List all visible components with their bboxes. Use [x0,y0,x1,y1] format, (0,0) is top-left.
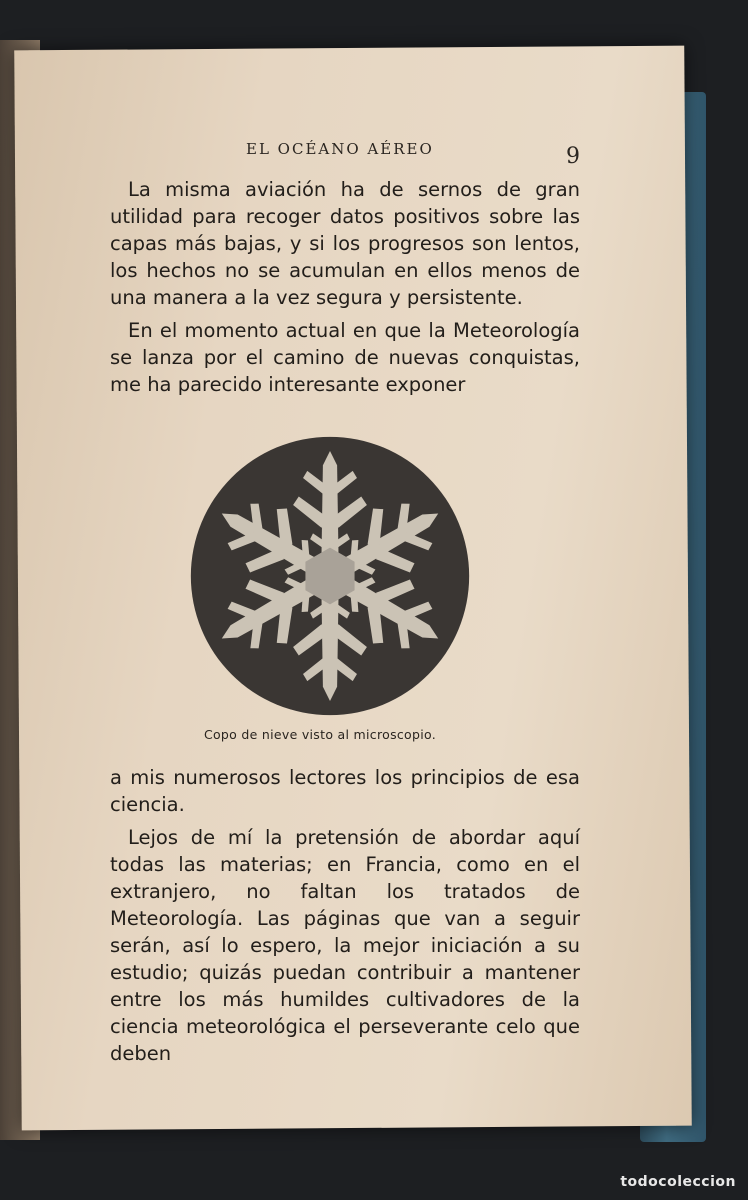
paragraph: Lejos de mí la pretensión de abordar aquí todas las materias; en Francia, como en el extranjero, no faltan los tratados de Meteorología. Las páginas que van a seguir serán, así lo espero, la mejor iniciación a su estudio; quizás puedan contribuir a mantener entre los más humildes cultivadores de la ciencia meteorológica el perseverante celo que deben [110,826,580,1065]
paragraph: En el momento actual en que la Meteorología se lanza por el camino de nuevas conquistas, me ha parecido interesante exponer [110,319,580,396]
snowflake-image [186,434,474,718]
snowflake-figure [186,434,474,718]
paragraph: La misma aviación ha de sernos de gran utilidad para recoger datos positivos sobre las capas más bajas, y si los progresos son lentos, los hechos no se acumulan en ellos menos de una manera a la vez segura y persistente. [110,178,580,309]
figure-caption: Copo de nieve visto al microscopio. [203,727,437,742]
text-block-bottom [110,764,580,1067]
page-number: 9 [566,144,580,169]
text-block-top [110,176,580,398]
watermark: todocoleccion [620,1174,736,1190]
paragraph: a mis numerosos lectores los principios de esa ciencia. [110,766,580,816]
running-head: EL OCÉANO AÉREO [246,140,434,158]
